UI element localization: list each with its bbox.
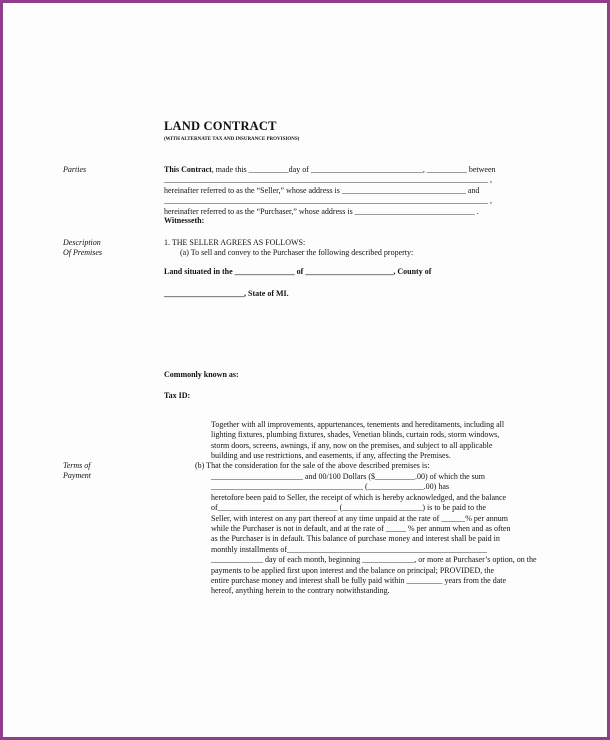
contract-date-text: , made this __________day of ____________________________, __________ between [211,165,496,174]
state-line: ____________________, State of MI. [164,289,289,298]
payment-line: monthly installments of__________________________________________________ [211,544,487,554]
improvements-line: Together with all improvements, appurtenances, tenements and hereditaments, including all [211,420,505,429]
payment-line: while the Purchaser is not in default, and at the rate of _____ % per annum when and as often [211,524,511,534]
improvements-line: lighting fixtures, plumbing fixtures, shades, Venetian blinds, curtain rods, storm windows, [211,430,500,440]
parties-line-2: _________________________________________________________________________________ , [164,175,492,184]
seller-agrees-heading: 1. THE SELLER AGREES AS FOLLOWS: [164,238,306,247]
improvements-paragraph [211,420,504,462]
contract-lead: This Contract [164,165,212,174]
payment-line: _______________________ and 00/100 Dollars ($__________.00) of which the sum [211,472,485,481]
item-b: (b) That the consideration for the sale of the above described premises is: [195,461,430,470]
payment-line: ______________________________________ (______________.00) has [211,482,449,492]
margin-label-of-premises: Of Premises [63,248,103,257]
payment-line: as the Purchaser is in default. This balance of purchase money and interest shall be paid in [211,534,500,544]
payment-line: heretofore been paid to Seller, the receipt of which is hereby acknowledged, and the balance [211,492,507,502]
improvements-line: storm doors, screens, awnings, if any, now on the premises, and subject to all applicable [211,440,493,450]
parties-line-4: _________________________________________________________________________________ , [164,196,492,205]
purchaser-address-line: hereinafter referred to as the “Purchaser,” whose address is ______________________________ . [164,207,479,216]
land-situated-line: Land situated in the _______________ of ______________________, County of [164,267,432,276]
document-subtitle: (WITH ALTERNATE TAX AND INSURANCE PROVISIONS) [164,137,300,142]
payment-line: hereof, anything herein to the contrary notwithstanding. [211,586,390,596]
tax-id: Tax ID: [164,391,191,400]
witnesseth: Witnesseth: [164,216,205,225]
payment-line: Seller, with interest on any part thereof at any time unpaid at the rate of ______% per annum [211,513,508,523]
margin-label-description: Description [63,238,101,247]
margin-label-parties: Parties [63,165,87,174]
parties-line-1 [164,165,496,175]
seller-address-line: hereinafter referred to as the “Seller,” whose address is _______________________________ and [164,186,480,195]
margin-label-payment: Payment [63,471,91,480]
item-a: (a) To sell and convey to the Purchaser the following described property: [180,248,414,257]
payment-line: _____________ day of each month, beginning _____________, or more at Purchaser’s option, on the [211,555,537,565]
document-title: LAND CONTRACT [164,119,277,133]
payment-line: entire purchase money and interest shall be fully paid within _________ years from the date [211,576,507,586]
improvements-line: building and use restrictions, and easements, if any, affecting the Premises. [211,451,451,461]
commonly-known-as: Commonly known as: [164,370,239,379]
payment-paragraph [211,472,537,597]
payment-line: payments to be applied first upon interest and the balance on principal; PROVIDED, the [211,565,495,575]
margin-label-terms: Terms of [63,461,91,470]
payment-line: of______________________________ (____________________) is to be paid to the [211,503,486,513]
